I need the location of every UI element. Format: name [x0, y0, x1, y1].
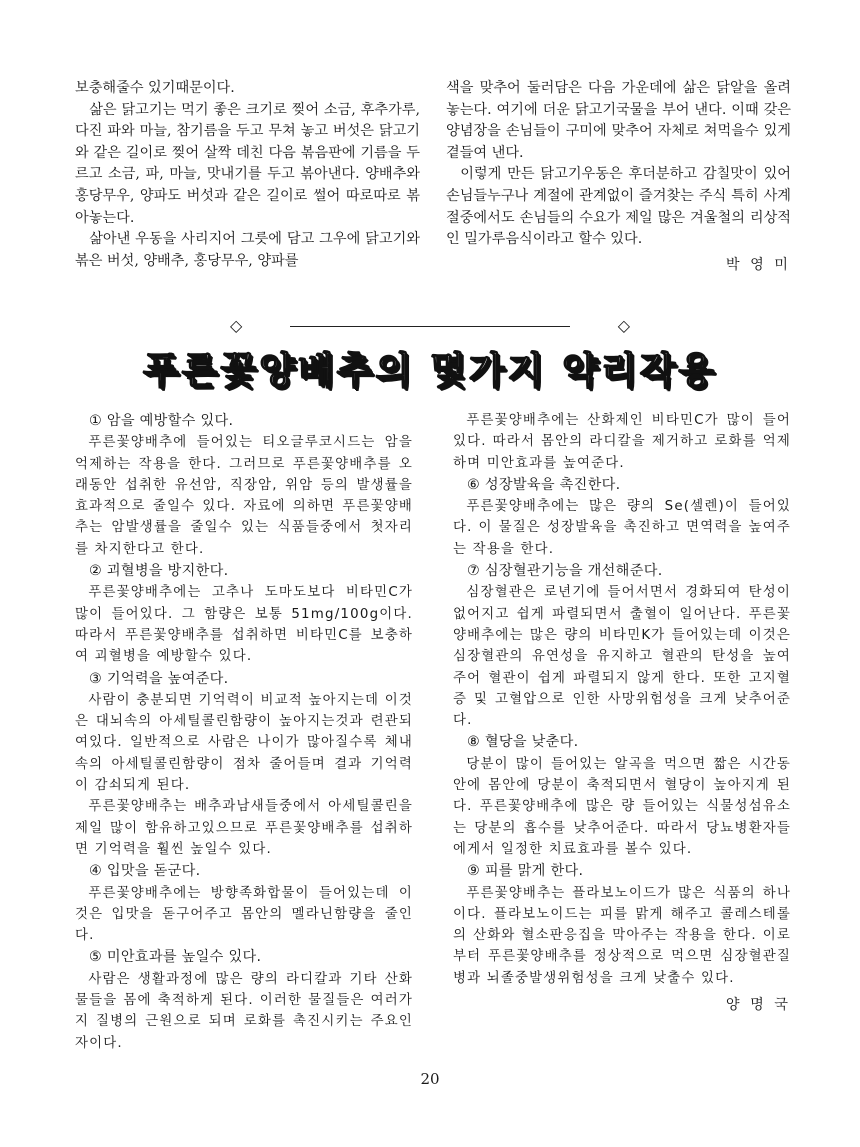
paragraph: 푸른꽃양배추는 플라보노이드가 많은 식품의 하나이다. 플라보노이드는 피를 맑게 해주고 콜레스테롤의 산화와 혈소판응집을 막아주는 작용을 한다. 이로부터 푸른꽃양배추를 정상적으로 먹으면 심장혈관질병과 뇌졸중발생위험성을 크게 낮출수 있다. [453, 885, 791, 986]
paragraph: 푸른꽃양배추에는 고추나 도마도보다 비타민C가 많이 들어있다. 그 함량은 보통 51mg/100g이다. 따라서 푸른꽃양배추를 섭취하면 비타민C를 보충하여 괴혈병을 예방할수 있다. [75, 585, 413, 665]
paragraph: 푸른꽃양배추에는 방향족화합물이 들어있는데 이것은 입맛을 돋구어주고 몸안의 멜라닌함량을 줄인다. [75, 885, 413, 944]
bottom-article-author: 양 명 국 [725, 997, 791, 1014]
section-heading: ⑧ 혈당을 낮춘다. [467, 734, 579, 751]
bottom-left-column [75, 410, 413, 1054]
section-heading: ④ 입맛을 돋군다. [89, 863, 201, 880]
page-number: 20 [420, 1070, 440, 1088]
paragraph: 당분이 많이 들어있는 알곡을 먹으면 짧은 시간동안에 몸안에 당분이 축적되면서 혈당이 높아지게 된다. 푸른꽃양배추에 많은 량 들어있는 식물성섬유소는 당분의 흡수를 낮추어준다. 따라서 당뇨병환자들에게서 일정한 치료효과를 볼수 있다. [453, 756, 791, 857]
paragraph: 푸른꽃양배추에는 많은 량의 Se(셀렌)이 들어있다. 이 물질은 성장발육을 촉진하고 면역력을 높여주는 작용을 한다. [453, 499, 791, 557]
paragraph: 삶은 닭고기는 먹기 좋은 크기로 찢어 소금, 후추가루, 다진 파와 마늘, 참기름을 두고 무쳐 놓고 버섯은 닭고기와 같은 길이로 찢어 살짝 데친 다음 볶음판에 기름을 두르고 소금, 파, 마늘, 맛내기를 두고 볶아낸다. 양배추와 홍당무우, 양파도 버섯과 같은 길이로 썰어 따로따로 볶아놓는다. [75, 101, 420, 226]
section-heading: ② 괴혈병을 방지한다. [89, 563, 229, 580]
divider-rule [290, 326, 570, 327]
article-title: 푸른꽃양배추의 몇가지 약리작용 [142, 349, 718, 392]
paragraph: 심장혈관은 로년기에 들어서면서 경화되여 탄성이 없어지고 쉽게 파렬되면서 출혈이 일어난다. 푸른꽃양배추에는 많은 량의 비타민K가 들어있는데 이것은 심장혈관의 유연성을 유지하고 혈관의 탄성을 높여주어 혈관이 쉽게 파렬되지 않게 한다. 또한 고지혈증 및 고혈압으로 인한 사망위험성을 크게 낮추어준다. [453, 585, 791, 729]
section-heading: ① 암을 예방할수 있다. [89, 413, 234, 429]
top-left-column [75, 78, 420, 272]
bottom-right-column [453, 410, 791, 1031]
paragraph: 푸른꽃양배추는 배추과남새들중에서 아세틸콜린을 제일 많이 함유하고있으므로 푸른꽃양배추를 섭취하면 기억력을 훨씬 높일수 있다. [75, 799, 413, 857]
diamond-icon: ◇ [230, 316, 243, 335]
paragraph: 색을 맞추어 둘러담은 다음 가운데에 삶은 닭알을 올려놓는다. 여기에 더운 닭고기국물을 부어 낸다. 이때 갖은양념장을 손님들이 구미에 맞추어 자체로 쳐먹을수 있게 곁들여 낸다. [446, 80, 791, 161]
paragraph: 사람은 생활과정에 많은 량의 라디칼과 기타 산화물들을 몸에 축적하게 된다. 이러한 물질들은 여러가지 질병의 근원으로 되며 로화를 촉진시키는 주요인자이다. [75, 971, 413, 1051]
top-article-author: 박 영 미 [725, 256, 791, 273]
paragraph: 이렇게 만든 닭고기우동은 후더분하고 감칠맛이 있어 손님들누구나 계절에 관계없이 즐겨찾는 주식 특히 사계절중에서도 손님들의 수요가 제일 많은 겨울철의 리상적인 밀가루음식이라고 할수 있다. [446, 166, 791, 248]
section-heading: ⑦ 심장혈관기능을 개선해준다. [467, 563, 663, 580]
section-heading: ⑨ 피를 맑게 한다. [467, 863, 584, 880]
paragraph: 푸른꽃양배추에는 산화제인 비타민C가 많이 들어있다. 따라서 몸안의 라디칼을 제거하고 로화를 억제하며 미안효과를 높여준다. [453, 413, 791, 471]
section-heading: ⑥ 성장발육을 촉진한다. [467, 476, 621, 493]
section-divider [230, 316, 630, 336]
section-heading: ⑤ 미안효과를 높일수 있다. [89, 949, 262, 966]
paragraph: 사람이 충분되면 기억력이 비교적 높아지는데 이것은 대뇌속의 아세틸콜린함량이 높아지는것과 련관되여있다. 일반적으로 사람은 나이가 많아질수록 체내속의 아세틸콜린함량이 점차 줄어들며 결과 기억력이 감쇠되게 된다. [75, 692, 413, 794]
paragraph: 삶아낸 우동을 사리지어 그릇에 담고 그우에 닭고기와 볶은 버섯, 양배추, 홍당무우, 양파를 [75, 231, 420, 269]
diamond-icon: ◇ [617, 316, 630, 335]
paragraph: 보충해줄수 있기때문이다. [75, 80, 235, 96]
top-right-column [446, 78, 791, 276]
paragraph: 푸른꽃양배추에 들어있는 티오글루코시드는 암을 억제하는 작용을 한다. 그러므로 푸른꽃양배추를 오래동안 섭취한 유선암, 직장암, 위암 등의 발생률을 효과적으로 줄일수 있다. 자료에 의하면 푸른꽃양배추는 암발생률을 줄일수 있는 식품들중에서 첫자리를 차지한다고 한다. [75, 435, 413, 557]
section-heading: ③ 기억력을 높여준다. [89, 670, 229, 687]
